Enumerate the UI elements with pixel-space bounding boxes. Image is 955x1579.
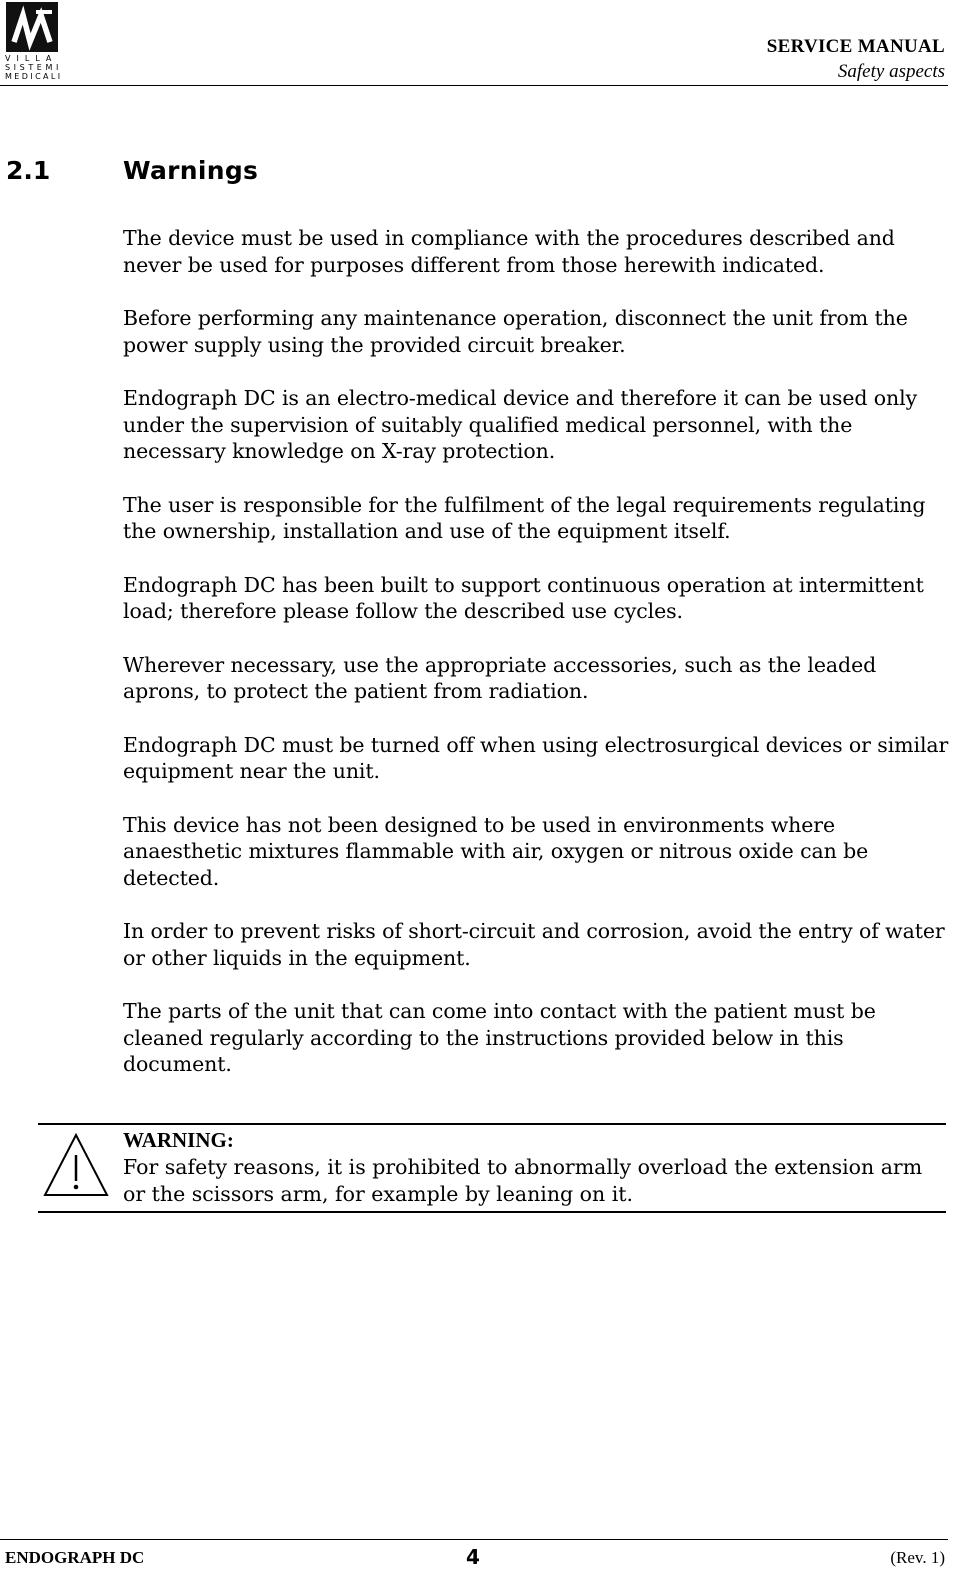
chapter-subtitle: Safety aspects: [837, 61, 945, 82]
footer-product-name: ENDOGRAPH DC: [5, 1548, 145, 1567]
section-title: Warnings: [123, 156, 259, 185]
logo-text-medicali: MEDICALI: [5, 72, 63, 81]
paragraph: This device has not been designed to be used in environments where anaesthetic mixtures flammable with air, oxygen or nitrous oxide can be detected.: [123, 812, 869, 890]
paragraph: The parts of the unit that can come into contact with the patient must be cleaned regularly according to the instructions provided below in this document.: [123, 999, 876, 1076]
section-body: [123, 225, 953, 1105]
manual-title: SERVICE MANUAL: [766, 36, 945, 57]
section-number: 2.1: [6, 156, 51, 185]
logo-text-sistemi: SISTEMI: [5, 63, 62, 72]
paragraph: The user is responsible for the fulfilment of the legal requirements regulating the ownership, installation and use of the equipment itself.: [123, 492, 926, 543]
paragraph: Endograph DC must be turned off when using electrosurgical devices or similar equipment near the unit.: [123, 732, 949, 783]
company-logo: [5, 0, 63, 82]
revision-label: (Rev. 1): [890, 1548, 945, 1567]
paragraph: Endograph DC has been built to support continuous operation at intermittent load; therefore please follow the described use cycles.: [123, 572, 924, 623]
warning-bottom-rule: [38, 1211, 946, 1213]
page-number: 4: [466, 1545, 480, 1569]
footer-divider: [0, 1539, 948, 1540]
villa-logo-icon: [6, 2, 58, 52]
paragraph: Wherever necessary, use the appropriate accessories, such as the leaded aprons, to protect the patient from radiation.: [123, 652, 877, 703]
warning-heading: WARNING:: [123, 1128, 234, 1152]
header-divider: [0, 85, 948, 86]
paragraph: In order to prevent risks of short-circuit and corrosion, avoid the entry of water or other liquids in the equipment.: [123, 919, 945, 970]
paragraph: The device must be used in compliance with the procedures described and never be used for purposes different from those herewith indicated.: [123, 226, 895, 277]
paragraph: Before performing any maintenance operation, disconnect the unit from the power supply using the provided circuit breaker.: [123, 306, 908, 357]
logo-text-villa: VILLA: [5, 54, 58, 63]
warning-triangle-icon: [42, 1131, 110, 1199]
warning-text: For safety reasons, it is prohibited to abnormally overload the extension arm or the scissors arm, for example by leaning on it.: [123, 1155, 923, 1206]
warning-top-rule: [38, 1123, 946, 1125]
paragraph: Endograph DC is an electro-medical device and therefore it can be used only under the supervision of suitably qualified medical personnel, with the necessary knowledge on X-ray protection.: [123, 386, 918, 463]
